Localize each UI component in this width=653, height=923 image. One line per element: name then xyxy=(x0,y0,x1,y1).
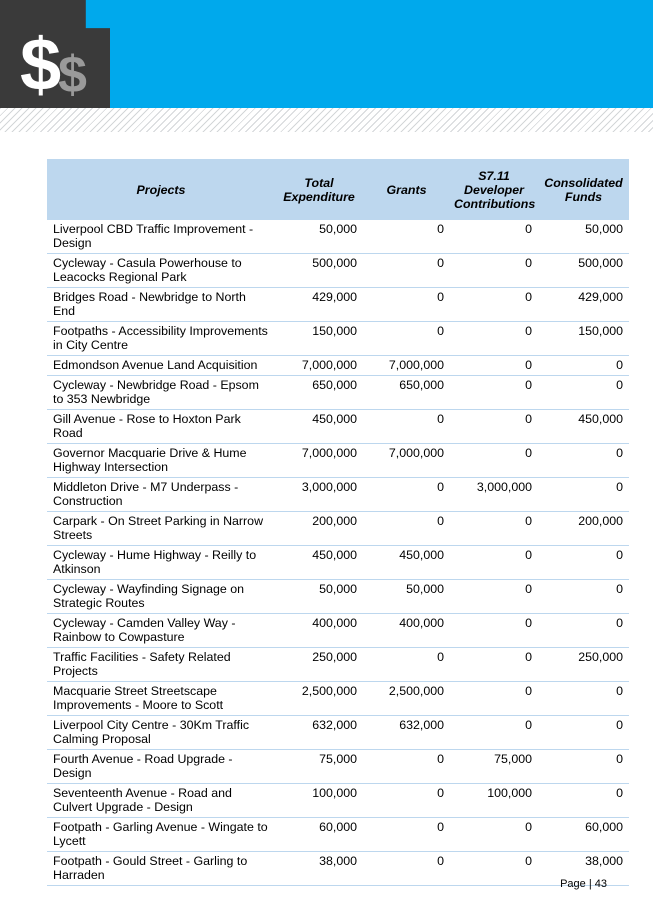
cell-project: Cycleway - Camden Valley Way - Rainbow to Cowpasture xyxy=(47,614,275,648)
cell-consolidated: 200,000 xyxy=(538,512,629,546)
cell-project: Seventeenth Avenue - Road and Culvert Upgrade - Design xyxy=(47,784,275,818)
cell-project: Edmondson Avenue Land Acquisition xyxy=(47,356,275,376)
cell-project: Cycleway - Wayfinding Signage on Strategic Routes xyxy=(47,580,275,614)
cell-total-expenditure: 3,000,000 xyxy=(275,478,363,512)
cell-consolidated: 0 xyxy=(538,546,629,580)
cell-s711: 0 xyxy=(450,322,538,356)
cell-consolidated: 38,000 xyxy=(538,852,629,886)
cell-project: Liverpool City Centre - 30Km Traffic Calming Proposal xyxy=(47,716,275,750)
table-row xyxy=(47,220,629,254)
cell-consolidated: 0 xyxy=(538,750,629,784)
header-grants: Grants xyxy=(363,159,450,220)
table-row xyxy=(47,410,629,444)
cell-project: Macquarie Street Streetscape Improvements - Moore to Scott xyxy=(47,682,275,716)
cell-consolidated: 0 xyxy=(538,716,629,750)
cell-s711: 0 xyxy=(450,546,538,580)
table-row xyxy=(47,614,629,648)
cell-s711: 0 xyxy=(450,614,538,648)
table-row xyxy=(47,322,629,356)
cell-grants: 0 xyxy=(363,852,450,886)
svg-text:$: $ xyxy=(20,23,62,106)
cell-total-expenditure: 250,000 xyxy=(275,648,363,682)
cell-s711: 0 xyxy=(450,716,538,750)
cell-grants: 0 xyxy=(363,818,450,852)
cell-grants: 0 xyxy=(363,322,450,356)
dollar-signs-icon xyxy=(0,0,110,108)
header-consolidated-funds: Consolidated Funds xyxy=(538,159,629,220)
cell-s711: 0 xyxy=(450,512,538,546)
table-row xyxy=(47,356,629,376)
cell-s711: 0 xyxy=(450,682,538,716)
cell-s711: 0 xyxy=(450,410,538,444)
cell-s711: 0 xyxy=(450,220,538,254)
cell-consolidated: 50,000 xyxy=(538,220,629,254)
cell-s711: 3,000,000 xyxy=(450,478,538,512)
cell-consolidated: 0 xyxy=(538,376,629,410)
table-row xyxy=(47,376,629,410)
cell-consolidated: 150,000 xyxy=(538,322,629,356)
cell-total-expenditure: 450,000 xyxy=(275,410,363,444)
table-row xyxy=(47,818,629,852)
cell-grants: 7,000,000 xyxy=(363,444,450,478)
cell-s711: 0 xyxy=(450,818,538,852)
cell-project: Carpark - On Street Parking in Narrow Streets xyxy=(47,512,275,546)
table-header-row xyxy=(47,159,629,220)
cell-s711: 0 xyxy=(450,580,538,614)
cell-project: Bridges Road - Newbridge to North End xyxy=(47,288,275,322)
cell-total-expenditure: 75,000 xyxy=(275,750,363,784)
cell-consolidated: 250,000 xyxy=(538,648,629,682)
header-total-expenditure: Total Expenditure xyxy=(275,159,363,220)
cell-project: Footpath - Gould Street - Garling to Harraden xyxy=(47,852,275,886)
header-hatch-strip xyxy=(0,108,653,132)
cell-grants: 0 xyxy=(363,648,450,682)
svg-text:$: $ xyxy=(58,46,87,104)
table-row xyxy=(47,546,629,580)
cell-total-expenditure: 50,000 xyxy=(275,580,363,614)
table-row xyxy=(47,716,629,750)
cell-consolidated: 0 xyxy=(538,614,629,648)
cell-total-expenditure: 2,500,000 xyxy=(275,682,363,716)
cell-grants: 7,000,000 xyxy=(363,356,450,376)
cell-s711: 0 xyxy=(450,288,538,322)
cell-grants: 0 xyxy=(363,784,450,818)
table-row xyxy=(47,512,629,546)
cell-total-expenditure: 100,000 xyxy=(275,784,363,818)
cell-s711: 0 xyxy=(450,852,538,886)
cell-s711: 100,000 xyxy=(450,784,538,818)
cell-grants: 0 xyxy=(363,288,450,322)
cell-grants: 0 xyxy=(363,512,450,546)
cell-consolidated: 500,000 xyxy=(538,254,629,288)
cell-grants: 0 xyxy=(363,478,450,512)
table-row xyxy=(47,750,629,784)
cell-consolidated: 0 xyxy=(538,356,629,376)
cell-project: Gill Avenue - Rose to Hoxton Park Road xyxy=(47,410,275,444)
cell-project: Footpath - Garling Avenue - Wingate to Lycett xyxy=(47,818,275,852)
cell-total-expenditure: 60,000 xyxy=(275,818,363,852)
cell-project: Liverpool CBD Traffic Improvement - Design xyxy=(47,220,275,254)
cell-project: Traffic Facilities - Safety Related Projects xyxy=(47,648,275,682)
cell-project: Governor Macquarie Drive & Hume Highway Intersection xyxy=(47,444,275,478)
cell-total-expenditure: 7,000,000 xyxy=(275,444,363,478)
header-projects: Projects xyxy=(47,159,275,220)
cell-consolidated: 0 xyxy=(538,580,629,614)
projects-table xyxy=(47,159,629,886)
cell-total-expenditure: 450,000 xyxy=(275,546,363,580)
cell-consolidated: 0 xyxy=(538,784,629,818)
cell-consolidated: 0 xyxy=(538,478,629,512)
cell-grants: 0 xyxy=(363,410,450,444)
table-row xyxy=(47,682,629,716)
cell-grants: 400,000 xyxy=(363,614,450,648)
cell-s711: 0 xyxy=(450,254,538,288)
cell-total-expenditure: 7,000,000 xyxy=(275,356,363,376)
cell-consolidated: 60,000 xyxy=(538,818,629,852)
cell-total-expenditure: 150,000 xyxy=(275,322,363,356)
cell-s711: 0 xyxy=(450,376,538,410)
header-s711-contributions: S7.11 Developer Contributions xyxy=(450,159,538,220)
cell-grants: 0 xyxy=(363,750,450,784)
cell-s711: 75,000 xyxy=(450,750,538,784)
cell-s711: 0 xyxy=(450,648,538,682)
cell-consolidated: 429,000 xyxy=(538,288,629,322)
table-row xyxy=(47,478,629,512)
cell-project: Cycleway - Casula Powerhouse to Leacocks Regional Park xyxy=(47,254,275,288)
table-row xyxy=(47,648,629,682)
cell-consolidated: 0 xyxy=(538,444,629,478)
cell-project: Cycleway - Hume Highway - Reilly to Atkinson xyxy=(47,546,275,580)
cell-grants: 50,000 xyxy=(363,580,450,614)
cell-total-expenditure: 650,000 xyxy=(275,376,363,410)
cell-total-expenditure: 200,000 xyxy=(275,512,363,546)
table-row xyxy=(47,784,629,818)
cell-project: Fourth Avenue - Road Upgrade - Design xyxy=(47,750,275,784)
cell-total-expenditure: 500,000 xyxy=(275,254,363,288)
cell-project: Cycleway - Newbridge Road - Epsom to 353 Newbridge xyxy=(47,376,275,410)
cell-total-expenditure: 400,000 xyxy=(275,614,363,648)
cell-project: Footpaths - Accessibility Improvements in City Centre xyxy=(47,322,275,356)
cell-s711: 0 xyxy=(450,444,538,478)
cell-grants: 0 xyxy=(363,254,450,288)
cell-consolidated: 450,000 xyxy=(538,410,629,444)
table-row xyxy=(47,580,629,614)
cell-grants: 450,000 xyxy=(363,546,450,580)
table-row xyxy=(47,288,629,322)
cell-total-expenditure: 632,000 xyxy=(275,716,363,750)
cell-consolidated: 0 xyxy=(538,682,629,716)
cell-grants: 632,000 xyxy=(363,716,450,750)
table-row xyxy=(47,852,629,886)
table-row xyxy=(47,444,629,478)
cell-total-expenditure: 50,000 xyxy=(275,220,363,254)
cell-grants: 650,000 xyxy=(363,376,450,410)
cell-total-expenditure: 38,000 xyxy=(275,852,363,886)
table-row xyxy=(47,254,629,288)
cell-s711: 0 xyxy=(450,356,538,376)
cell-grants: 0 xyxy=(363,220,450,254)
cell-project: Middleton Drive - M7 Underpass - Construction xyxy=(47,478,275,512)
cell-total-expenditure: 429,000 xyxy=(275,288,363,322)
cell-grants: 2,500,000 xyxy=(363,682,450,716)
page-number: Page | 43 xyxy=(560,878,607,890)
